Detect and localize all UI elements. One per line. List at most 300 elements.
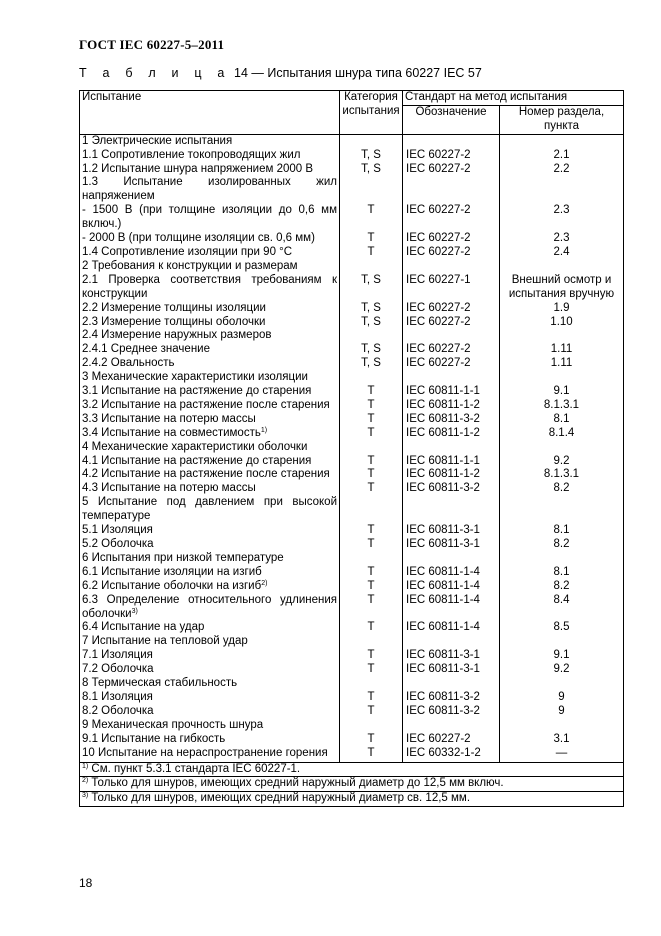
- designation-cell-text: IEC 60227-2: [406, 245, 471, 258]
- section-cell: [500, 719, 624, 733]
- column-header-designation: Обозначение: [403, 105, 500, 134]
- test-cell: [80, 385, 340, 399]
- designation-cell-text: IEC 60811-1-2: [406, 398, 480, 411]
- designation-cell-text: IEC 60811-3-2: [406, 412, 480, 425]
- category-cell: [340, 163, 403, 177]
- designation-cell: [403, 649, 500, 663]
- category-cell: [340, 204, 403, 232]
- designation-cell-text: IEC 60227-2: [406, 162, 471, 175]
- category-cell-text: T: [367, 524, 375, 537]
- footnote: [80, 777, 624, 792]
- table-row: [80, 246, 624, 260]
- section-cell: [500, 621, 624, 635]
- designation-cell-text: IEC 60227-1: [406, 273, 471, 286]
- test-cell-text: 1 Электрические испытания: [82, 134, 233, 147]
- test-cell: [80, 176, 340, 204]
- footnote: [80, 792, 624, 807]
- category-cell-text: T: [367, 398, 375, 411]
- section-cell: [500, 580, 624, 594]
- test-cell: [80, 260, 340, 274]
- table-row: [80, 232, 624, 246]
- category-cell-text: T: [367, 426, 375, 439]
- category-cell-text: T: [367, 482, 375, 495]
- table-row: [80, 524, 624, 538]
- test-cell: [80, 427, 340, 441]
- test-cell: [80, 566, 340, 580]
- section-cell-text: —: [555, 746, 568, 759]
- test-cell-text: 5 Испытание под давлением при высокой температуре: [82, 496, 337, 523]
- table-row: [80, 413, 624, 427]
- table-label: Т а б л и ц а: [79, 66, 231, 80]
- designation-cell: [403, 621, 500, 635]
- designation-cell-text: IEC 60811-1-4: [406, 579, 480, 592]
- test-cell-text: 6.3 Определение относительного удлинения оболочки: [82, 593, 337, 620]
- test-cell-text: - 1500 В (при толщине изоляции до 0,6 мм включ.): [82, 204, 337, 231]
- footnote-text: Только для шнуров, имеющих средний наружный диаметр св. 12,5 мм.: [88, 792, 471, 805]
- category-cell: [340, 524, 403, 538]
- table-body: [80, 134, 624, 762]
- test-cell: [80, 649, 340, 663]
- section-cell: [500, 316, 624, 330]
- table-row: [80, 482, 624, 496]
- test-cell: [80, 204, 340, 232]
- test-cell-text: 8.1 Изоляция: [82, 690, 153, 703]
- category-cell: [340, 413, 403, 427]
- section-cell: [500, 455, 624, 469]
- designation-cell: [403, 594, 500, 622]
- section-cell: [500, 260, 624, 274]
- category-cell: [340, 719, 403, 733]
- section-cell-text: 8.2: [553, 538, 570, 550]
- designation-cell: [403, 705, 500, 719]
- section-cell-text: 1.10: [550, 315, 573, 328]
- category-cell-text: T: [367, 732, 375, 745]
- designation-cell-text: IEC 60811-1-4: [406, 593, 480, 606]
- test-cell: [80, 468, 340, 482]
- category-cell-text: T: [367, 593, 375, 606]
- category-cell-text: T, S: [361, 148, 381, 161]
- test-cell: [80, 441, 340, 455]
- category-cell: [340, 176, 403, 204]
- table-row: [80, 468, 624, 482]
- test-cell: [80, 357, 340, 371]
- section-cell: [500, 399, 624, 413]
- section-cell: [500, 691, 624, 705]
- test-cell-text: 7 Испытание на тепловой удар: [82, 635, 248, 648]
- test-cell: [80, 496, 340, 524]
- footnote-mark: 3): [82, 792, 89, 800]
- section-cell: [500, 649, 624, 663]
- table-row: [80, 441, 624, 455]
- table-row: [80, 385, 624, 399]
- test-cell-text: 2 Требования к конструкции и размерам: [82, 259, 298, 272]
- test-cell-text: 3.2 Испытание на растяжение после старения: [82, 398, 330, 411]
- designation-cell: [403, 677, 500, 691]
- section-cell-text: 8.1: [553, 565, 570, 578]
- designation-cell: [403, 343, 500, 357]
- category-cell: [340, 482, 403, 496]
- footnote-ref: 3): [131, 607, 138, 615]
- footnote-text: См. пункт 5.3.1 стандарта IEC 60227-1.: [88, 762, 301, 775]
- designation-cell-text: IEC 60811-1-4: [406, 621, 480, 634]
- test-cell: [80, 663, 340, 677]
- test-cell: [80, 538, 340, 552]
- category-cell-text: T: [367, 621, 375, 634]
- section-cell: [500, 343, 624, 357]
- table-row: [80, 204, 624, 232]
- category-cell-text: T: [367, 245, 375, 258]
- designation-cell: [403, 566, 500, 580]
- category-cell: [340, 302, 403, 316]
- section-cell-text: 2.3: [553, 204, 570, 217]
- column-header-test: Испытание: [80, 91, 340, 135]
- test-cell-text: - 2000 В (при толщине изоляции св. 0,6 мм): [82, 232, 315, 245]
- category-cell: [340, 468, 403, 482]
- designation-cell-text: IEC 60811-1-1: [406, 385, 480, 398]
- section-cell-text: 3.1: [553, 732, 570, 745]
- table-caption: 14 — Испытания шнура типа 60227 IEC 57: [230, 66, 482, 80]
- category-cell: [340, 399, 403, 413]
- category-cell-text: T: [367, 649, 375, 662]
- column-header-category: Категория испытания: [340, 91, 403, 135]
- section-cell-text: 9.2: [553, 663, 570, 676]
- test-cell-text: 4.2 Испытание на растяжение после старения: [82, 468, 330, 481]
- designation-cell: [403, 399, 500, 413]
- table-row: [80, 149, 624, 163]
- test-cell: [80, 455, 340, 469]
- table-row: [80, 371, 624, 385]
- category-cell-text: T: [367, 454, 375, 467]
- table-row: [80, 496, 624, 524]
- section-cell-text: 9.2: [553, 454, 570, 467]
- column-header-standard-group: Стандарт на метод испытания: [403, 91, 624, 106]
- section-cell-text: 2.3: [553, 232, 570, 245]
- designation-cell-text: IEC 60811-1-1: [406, 454, 480, 467]
- designation-cell: [403, 524, 500, 538]
- designation-cell: [403, 274, 500, 302]
- footnote-ref: 2): [261, 579, 268, 587]
- designation-cell: [403, 302, 500, 316]
- category-cell: [340, 677, 403, 691]
- test-cell-text: 3.3 Испытание на потерю массы: [82, 412, 256, 425]
- test-cell: [80, 677, 340, 691]
- category-cell-text: T, S: [361, 162, 381, 175]
- designation-cell: [403, 329, 500, 343]
- test-cell-text: 6.2 Испытание оболочки на изгиб: [82, 579, 262, 592]
- category-cell-text: T, S: [361, 273, 381, 286]
- test-cell: [80, 302, 340, 316]
- table-row: [80, 427, 624, 441]
- section-cell: [500, 149, 624, 163]
- test-cell-text: 7.1 Изоляция: [82, 649, 153, 662]
- category-cell: [340, 385, 403, 399]
- designation-cell-text: IEC 60227-2: [406, 232, 471, 245]
- section-cell: [500, 468, 624, 482]
- section-cell: [500, 733, 624, 747]
- category-cell: [340, 705, 403, 719]
- table-row: [80, 176, 624, 204]
- test-cell: [80, 246, 340, 260]
- category-cell: [340, 649, 403, 663]
- designation-cell: [403, 733, 500, 747]
- designation-cell: [403, 260, 500, 274]
- test-cell: [80, 134, 340, 148]
- test-cell: [80, 482, 340, 496]
- category-cell: [340, 149, 403, 163]
- category-cell-text: T: [367, 663, 375, 676]
- section-cell: [500, 747, 624, 762]
- table-row: [80, 719, 624, 733]
- designation-cell-text: IEC 60811-3-1: [406, 524, 480, 537]
- designation-cell: [403, 482, 500, 496]
- category-cell-text: T: [367, 690, 375, 703]
- category-cell: [340, 246, 403, 260]
- table-row: [80, 580, 624, 594]
- category-cell-text: T: [367, 385, 375, 398]
- table-row: [80, 163, 624, 177]
- table-row: [80, 455, 624, 469]
- category-cell: [340, 455, 403, 469]
- test-cell-text: 1.2 Испытание шнура напряжением 2000 В: [82, 162, 314, 175]
- test-cell-text: 2.3 Измерение толщины оболочки: [82, 315, 266, 328]
- table-row: [80, 302, 624, 316]
- category-cell: [340, 371, 403, 385]
- category-cell: [340, 316, 403, 330]
- test-cell: [80, 621, 340, 635]
- section-cell: [500, 274, 624, 302]
- footnote-ref: 1): [260, 426, 268, 434]
- table-title: [79, 66, 482, 80]
- designation-cell: [403, 246, 500, 260]
- designation-cell-text: IEC 60811-3-1: [406, 649, 480, 662]
- footnote-mark: 2): [82, 777, 89, 785]
- designation-cell: [403, 427, 500, 441]
- designation-cell: [403, 635, 500, 649]
- section-cell-text: 8.2: [553, 482, 570, 495]
- designation-cell: [403, 496, 500, 524]
- designation-cell-text: IEC 60811-3-1: [406, 538, 480, 550]
- table-row: [80, 538, 624, 552]
- section-cell-text: 9.1: [553, 649, 570, 662]
- test-cell-text: 1.1 Сопротивление токопроводящих жил: [82, 148, 301, 161]
- designation-cell-text: IEC 60227-2: [406, 357, 471, 370]
- category-cell-text: T, S: [361, 301, 381, 314]
- section-cell-text: 2.2: [553, 162, 570, 175]
- category-cell-text: T: [367, 232, 375, 245]
- section-cell-text: 2.1: [553, 148, 570, 161]
- category-cell: [340, 747, 403, 762]
- test-cell-text: 9 Механическая прочность шнура: [82, 718, 264, 731]
- table-row: [80, 621, 624, 635]
- table-row: [80, 316, 624, 330]
- test-cell: [80, 580, 340, 594]
- designation-cell-text: IEC 60227-2: [406, 204, 471, 217]
- designation-cell: [403, 719, 500, 733]
- section-cell: [500, 204, 624, 232]
- test-cell: [80, 552, 340, 566]
- category-cell: [340, 552, 403, 566]
- test-cell: [80, 399, 340, 413]
- section-cell: [500, 663, 624, 677]
- section-cell: [500, 371, 624, 385]
- section-cell: [500, 496, 624, 524]
- designation-cell-text: IEC 60227-2: [406, 315, 471, 328]
- table-row: [80, 357, 624, 371]
- designation-cell-text: IEC 60227-2: [406, 301, 471, 314]
- table-row: [80, 747, 624, 762]
- footnote-row: [80, 762, 624, 777]
- footnote: [80, 762, 624, 777]
- footnote-mark: 1): [82, 762, 89, 770]
- section-cell: [500, 552, 624, 566]
- designation-cell: [403, 316, 500, 330]
- category-cell: [340, 441, 403, 455]
- section-cell-text: 8.1.4: [548, 426, 575, 439]
- section-cell: [500, 413, 624, 427]
- category-cell: [340, 733, 403, 747]
- section-cell: [500, 302, 624, 316]
- table-row: [80, 274, 624, 302]
- designation-cell: [403, 538, 500, 552]
- test-cell-text: 8.2 Оболочка: [82, 704, 154, 717]
- section-cell: [500, 538, 624, 552]
- section-cell-text: 9.1: [553, 385, 570, 398]
- section-cell: [500, 677, 624, 691]
- table-row: [80, 733, 624, 747]
- category-cell: [340, 427, 403, 441]
- test-cell-text: 7.2 Оболочка: [82, 663, 154, 676]
- test-cell: [80, 343, 340, 357]
- category-cell: [340, 343, 403, 357]
- designation-cell-text: IEC 60227-2: [406, 148, 471, 161]
- test-cell-text: 10 Испытание на нераспространение горения: [82, 746, 328, 759]
- test-cell-text: 9.1 Испытание на гибкость: [82, 732, 226, 745]
- section-cell-text: 8.1.3.1: [543, 398, 580, 411]
- section-cell-text: 9: [558, 704, 565, 717]
- test-cell-text: 3.4 Испытание на совместимость: [82, 426, 261, 439]
- section-cell-text: 1.11: [550, 343, 573, 356]
- table-row: [80, 649, 624, 663]
- test-cell: [80, 635, 340, 649]
- section-cell-text: 1.11: [550, 357, 573, 370]
- designation-cell: [403, 747, 500, 762]
- section-cell: [500, 566, 624, 580]
- test-cell: [80, 329, 340, 343]
- section-cell: [500, 329, 624, 343]
- table-row: [80, 705, 624, 719]
- designation-cell: [403, 149, 500, 163]
- category-cell: [340, 691, 403, 705]
- test-cell: [80, 691, 340, 705]
- designation-cell: [403, 580, 500, 594]
- test-cell-text: 2.4.2 Овальность: [82, 357, 175, 370]
- designation-cell-text: IEC 60227-2: [406, 732, 471, 745]
- tests-table: [79, 90, 624, 807]
- designation-cell-text: IEC 60811-3-2: [406, 704, 480, 717]
- test-cell: [80, 232, 340, 246]
- test-cell: [80, 163, 340, 177]
- designation-cell: [403, 552, 500, 566]
- section-cell: [500, 385, 624, 399]
- category-cell-text: T, S: [361, 343, 381, 356]
- designation-cell-text: IEC 60811-3-1: [406, 663, 480, 676]
- category-cell: [340, 260, 403, 274]
- test-cell: [80, 705, 340, 719]
- column-header-section: Номер раздела, пункта: [500, 105, 624, 134]
- category-cell-text: T: [367, 204, 375, 217]
- category-cell-text: T: [367, 468, 375, 481]
- test-cell-text: 6.4 Испытание на удар: [82, 621, 205, 634]
- category-cell: [340, 357, 403, 371]
- designation-cell-text: IEC 60811-3-2: [406, 690, 480, 703]
- category-cell-text: T: [367, 538, 375, 550]
- section-cell: [500, 594, 624, 622]
- test-cell-text: 4 Механические характеристики оболочки: [82, 440, 308, 453]
- section-cell: [500, 524, 624, 538]
- test-cell-text: 3.1 Испытание на растяжение до старения: [82, 385, 312, 398]
- category-cell: [340, 232, 403, 246]
- designation-cell: [403, 232, 500, 246]
- designation-cell: [403, 468, 500, 482]
- section-cell: [500, 635, 624, 649]
- section-cell-text: 8.2: [553, 579, 570, 592]
- category-cell: [340, 580, 403, 594]
- test-cell: [80, 371, 340, 385]
- document-code-header: ГОСТ IEC 60227-5–2011: [79, 37, 225, 52]
- table-row: [80, 663, 624, 677]
- designation-cell: [403, 385, 500, 399]
- designation-cell: [403, 163, 500, 177]
- category-cell-text: T: [367, 579, 375, 592]
- test-cell: [80, 274, 340, 302]
- test-cell: [80, 413, 340, 427]
- footnote-text: Только для шнуров, имеющих средний наружный диаметр до 12,5 мм включ.: [88, 777, 504, 790]
- section-cell: [500, 163, 624, 177]
- test-cell-text: 6.1 Испытание изоляции на изгиб: [82, 565, 262, 578]
- section-cell: [500, 427, 624, 441]
- designation-cell-text: IEC 60811-1-2: [406, 468, 480, 481]
- table-row: [80, 691, 624, 705]
- category-cell: [340, 635, 403, 649]
- test-cell-text: 4.1 Испытание на растяжение до старения: [82, 454, 312, 467]
- page-number: 18: [79, 876, 93, 890]
- designation-cell-text: IEC 60227-2: [406, 343, 471, 356]
- category-cell: [340, 594, 403, 622]
- table-row: [80, 566, 624, 580]
- designation-cell: [403, 691, 500, 705]
- designation-cell: [403, 413, 500, 427]
- section-cell-text: 8.5: [553, 621, 570, 634]
- table-row: [80, 677, 624, 691]
- footnote-row: [80, 777, 624, 792]
- test-cell-text: 2.1 Проверка соответствия требованиям к конструкции: [82, 273, 337, 300]
- test-cell-text: 2.4.1 Среднее значение: [82, 343, 210, 356]
- category-cell: [340, 663, 403, 677]
- category-cell: [340, 496, 403, 524]
- section-cell: [500, 441, 624, 455]
- test-cell-text: 4.3 Испытание на потерю массы: [82, 482, 256, 495]
- test-cell: [80, 594, 340, 622]
- section-cell-text: 1.9: [553, 301, 570, 314]
- test-cell: [80, 149, 340, 163]
- section-cell: [500, 176, 624, 204]
- category-cell-text: T, S: [361, 315, 381, 328]
- designation-cell: [403, 441, 500, 455]
- designation-cell: [403, 455, 500, 469]
- test-cell: [80, 733, 340, 747]
- section-cell: [500, 232, 624, 246]
- test-cell-text: 8 Термическая стабильность: [82, 677, 238, 690]
